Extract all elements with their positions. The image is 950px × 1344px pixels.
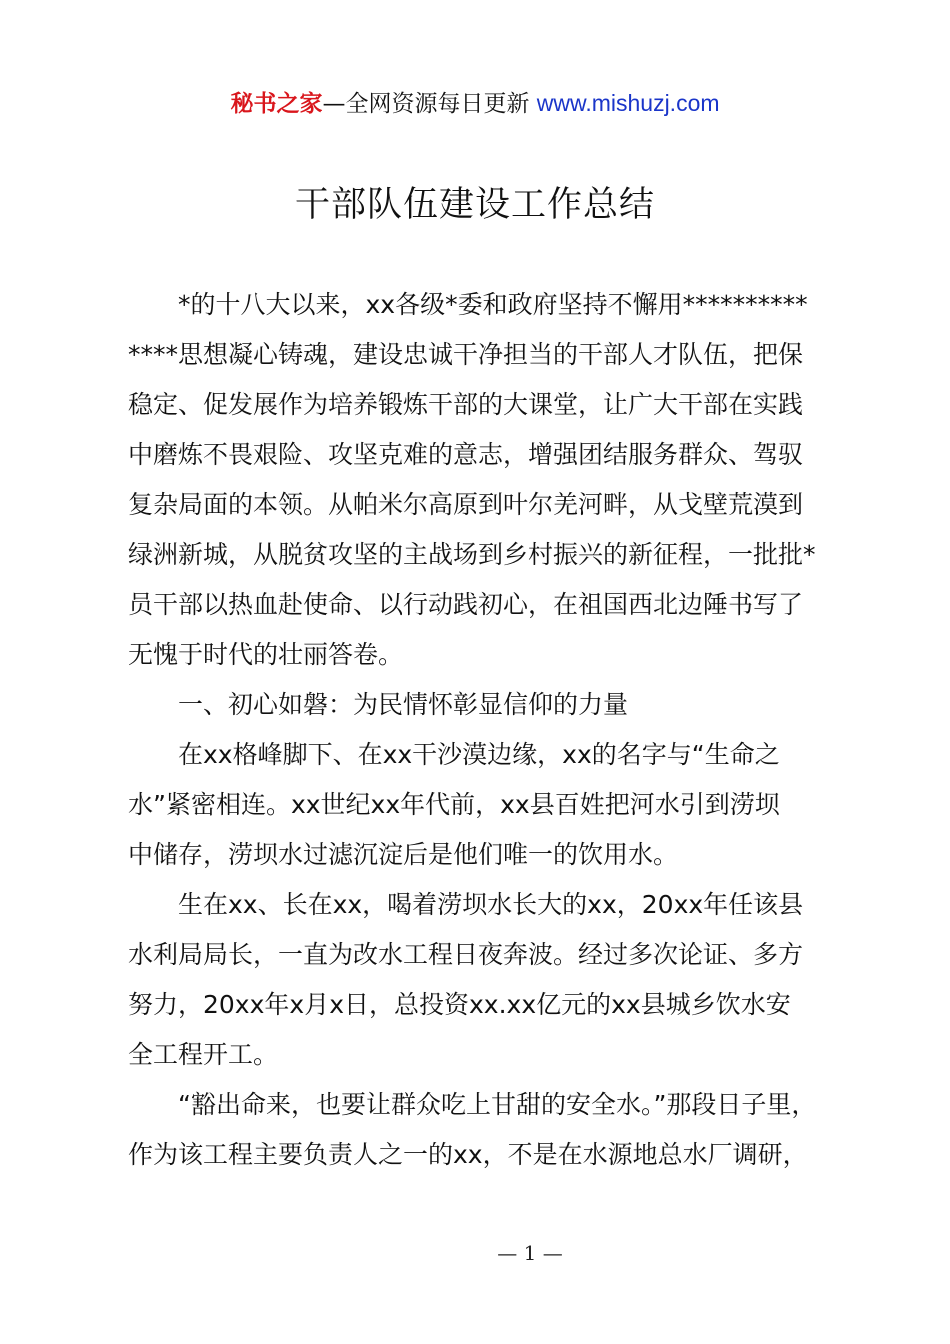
paragraph-line: 员干部以热血赴使命、以行动践初心，在祖国西北边陲书写了 — [128, 590, 804, 619]
document-title: 干部队伍建设工作总结 — [294, 185, 655, 225]
paragraph-line: *的十八大以来，xx各级*委和政府坚持不懈用********** — [178, 290, 808, 319]
paragraph-line: 中磨炼不畏艰险、攻坚克难的意志，增强团结服务群众、驾驭 — [128, 440, 804, 469]
paragraph-line: 水利局局长，一直为改水工程日夜奔波。经过多次论证、多方 — [128, 940, 804, 969]
site-url-link[interactable]: www.mishuzj.com — [536, 90, 720, 116]
paragraph-line: 水”紧密相连。xx世纪xx年代前，xx县百姓把河水引到涝坝 — [128, 790, 780, 819]
paragraph-line: 复杂局面的本领。从帕米尔高原到叶尔羌河畔，从戈壁荒漠到 — [128, 490, 804, 519]
section-heading: 一、初心如磐：为民情怀彰显信仰的力量 — [178, 690, 629, 719]
paragraph-line: 中储存，涝坝水过滤沉淀后是他们唯一的饮用水。 — [128, 840, 679, 869]
document-body — [128, 280, 848, 1180]
paragraph-line: 努力，20xx年x月x日，总投资xx.xx亿元的xx县城乡饮水安 — [128, 990, 791, 1019]
paragraph-line: 绿洲新城，从脱贫攻坚的主战场到乡村振兴的新征程，一批批* — [128, 540, 816, 569]
site-banner — [0, 86, 950, 121]
page-number: — 1 — — [497, 1241, 563, 1265]
paragraph-line: “豁出命来，也要让群众吃上甘甜的安全水。”那段日子里， — [178, 1090, 817, 1119]
paragraph-line: ****思想凝心铸魂，建设忠诚干净担当的干部人才队伍，把保 — [128, 340, 804, 369]
paragraph-line: 在xx格峰脚下、在xx干沙漠边缘，xx的名字与“生命之 — [178, 740, 780, 769]
paragraph-line: 全工程开工。 — [128, 1040, 279, 1069]
paragraph-line: 作为该工程主要负责人之一的xx，不是在水源地总水厂调研， — [128, 1140, 808, 1169]
brand-name: 秘书之家 — [230, 91, 323, 117]
paragraph-line: 无愧于时代的壮丽答卷。 — [128, 640, 404, 669]
paragraph-line: 生在xx、长在xx，喝着涝坝水长大的xx，20xx年任该县 — [178, 890, 804, 919]
banner-tagline: —全网资源每日更新 — [322, 91, 530, 117]
paragraph-line: 稳定、促发展作为培养锻炼干部的大课堂，让广大干部在实践 — [128, 390, 804, 419]
